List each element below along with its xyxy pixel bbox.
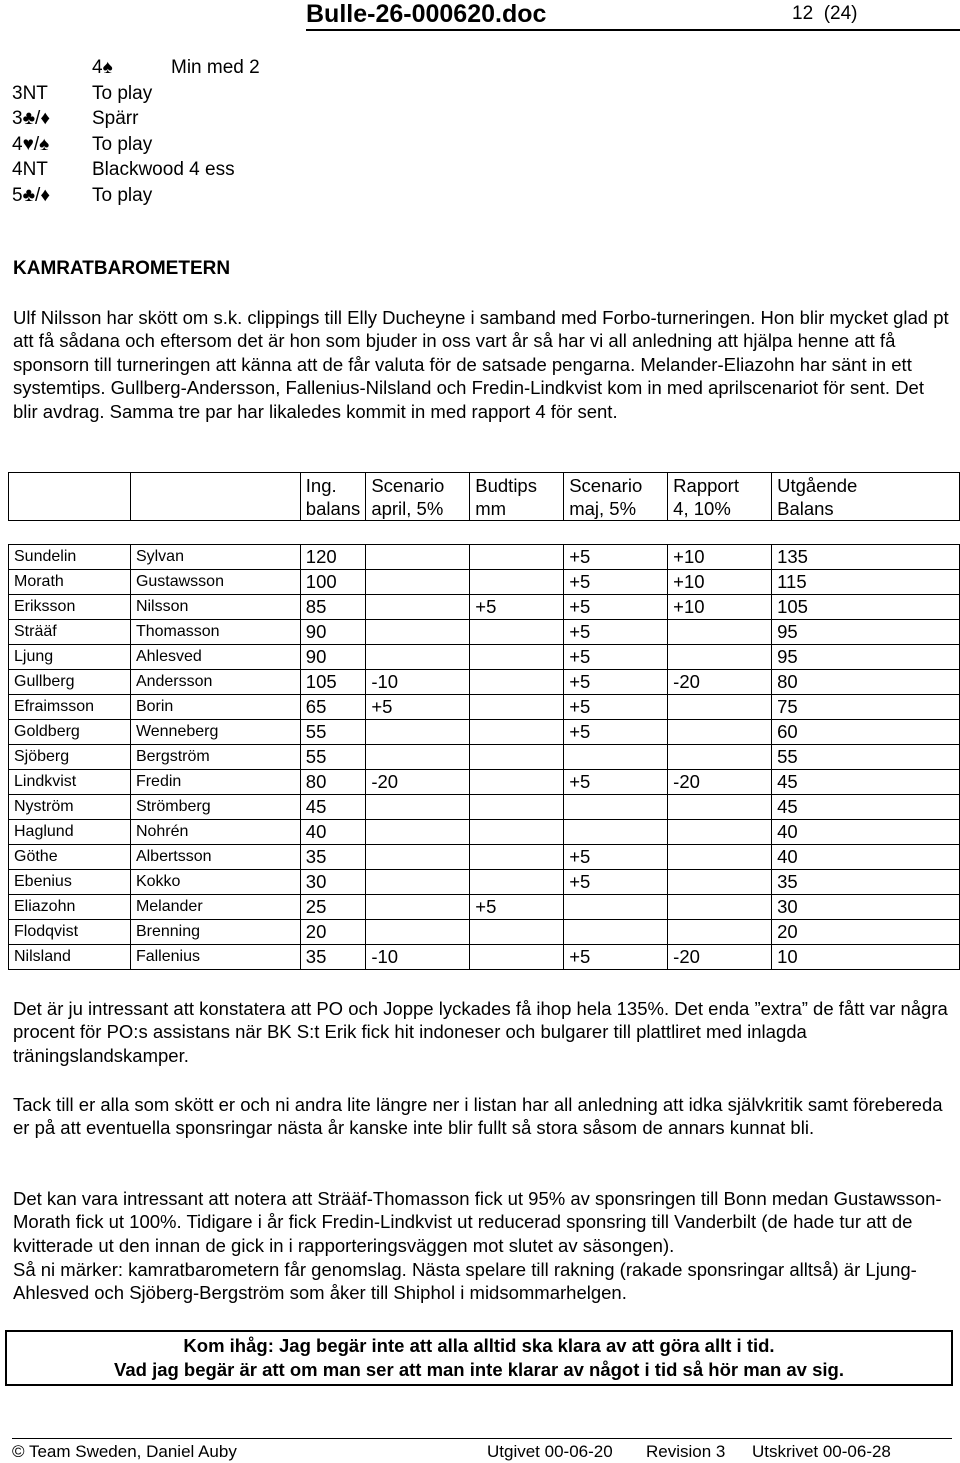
table-row: [9, 720, 960, 745]
score-cell: [470, 695, 564, 720]
player-name-cell: Sylvan: [130, 545, 300, 570]
bid-meaning: Blackwood 4 ess: [92, 159, 235, 180]
score-cell: +5: [564, 770, 668, 795]
footer-copyright: © Team Sweden, Daniel Auby: [12, 1442, 237, 1461]
score-cell: [564, 820, 668, 845]
score-cell: [668, 720, 772, 745]
score-cell: 85: [300, 595, 366, 620]
score-cell: 40: [300, 820, 366, 845]
table-row: [9, 945, 960, 970]
table-row: [9, 795, 960, 820]
table-header-row: [9, 473, 960, 521]
score-cell: +5: [564, 845, 668, 870]
table-row: [9, 620, 960, 645]
page-number: [792, 3, 858, 25]
score-cell: [366, 570, 470, 595]
player-name-cell: Ahlesved: [130, 645, 300, 670]
score-cell: [668, 920, 772, 945]
score-cell: 75: [772, 695, 960, 720]
table-spacer: [9, 521, 960, 545]
score-cell: +5: [470, 895, 564, 920]
header-cell-empty: [9, 473, 131, 521]
paragraph-1: Det är ju intressant att konstatera att PO och Joppe lyckades få ihop hela 135%. Det enda ”extra” de fått var några procent för PO:s assistans när BK S:t Erik fick hit indoneser och bulgarer till plattliret med inlagda träningslandskamper.: [13, 998, 948, 1066]
score-cell: [366, 595, 470, 620]
score-cell: 25: [300, 895, 366, 920]
player-name-cell: Kokko: [130, 870, 300, 895]
player-name-cell: Efraimsson: [9, 695, 131, 720]
document-title: Bulle-26-000620.doc: [306, 0, 547, 28]
score-cell: [564, 745, 668, 770]
section-title: KAMRATBAROMETERN: [13, 258, 231, 279]
header-cell-empty: [130, 473, 300, 521]
score-cell: [366, 870, 470, 895]
score-cell: 20: [772, 920, 960, 945]
player-name-cell: Gullberg: [9, 670, 131, 695]
score-cell: [668, 845, 772, 870]
score-cell: [668, 895, 772, 920]
score-cell: 40: [772, 845, 960, 870]
bid: 4♥/♠: [12, 133, 50, 155]
spacer-cell: [470, 521, 564, 545]
player-name-cell: Thomasson: [130, 620, 300, 645]
score-cell: [470, 720, 564, 745]
paragraph-4: Så ni märker: kamratbarometern får genomslag. Nästa spelare till rakning (rakade sponsringar alltså) är Ljung-Ahlesved och Sjöberg-Bergström som åker till Shiphol i midsommarhelgen.: [13, 1259, 917, 1304]
spacer-cell: [564, 521, 668, 545]
player-name-cell: Borin: [130, 695, 300, 720]
table-row: [9, 745, 960, 770]
score-cell: [470, 570, 564, 595]
reminder-line-2: Vad jag begär är att om man ser att man inte klarar av något i tid så hör man av sig.: [114, 1359, 844, 1380]
score-cell: [366, 920, 470, 945]
barometer-table: [8, 472, 960, 970]
score-cell: +5: [564, 695, 668, 720]
column-header: Rapport 4, 10%: [668, 473, 772, 521]
score-cell: [366, 845, 470, 870]
table-row: [9, 695, 960, 720]
score-cell: [668, 645, 772, 670]
table-row: [9, 845, 960, 870]
paragraph-2: Tack till er alla som skött er och ni andra lite längre ner i listan har all anledning att idka självkritik samt förebereda er på att eventuella sponsringar nästa år kanske inte blir fullt så stora såsom de annars kunnat bli.: [13, 1094, 943, 1139]
spacer-cell: [300, 521, 366, 545]
score-cell: [366, 645, 470, 670]
score-cell: [366, 720, 470, 745]
column-header: Scenario maj, 5%: [564, 473, 668, 521]
player-name-cell: Goldberg: [9, 720, 131, 745]
footer-issued: Utgivet 00-06-20: [487, 1442, 613, 1461]
score-cell: 90: [300, 645, 366, 670]
score-cell: [564, 895, 668, 920]
player-name-cell: Strääf: [9, 620, 131, 645]
player-name-cell: Fallenius: [130, 945, 300, 970]
page-total: (24): [823, 3, 858, 24]
table-row: [9, 570, 960, 595]
score-cell: -20: [668, 670, 772, 695]
score-cell: [668, 695, 772, 720]
score-cell: 35: [300, 945, 366, 970]
score-cell: 65: [300, 695, 366, 720]
score-cell: 10: [772, 945, 960, 970]
score-cell: +5: [564, 620, 668, 645]
table-row: [9, 770, 960, 795]
reminder-box: [5, 1330, 953, 1386]
score-cell: +5: [564, 720, 668, 745]
score-cell: 30: [772, 895, 960, 920]
header-rule: [306, 29, 960, 31]
bid-note: Min med 2: [171, 57, 260, 78]
score-cell: [564, 920, 668, 945]
score-cell: +5: [564, 645, 668, 670]
player-name-cell: Bergström: [130, 745, 300, 770]
score-cell: +5: [564, 945, 668, 970]
bid-meaning: Spärr: [92, 108, 139, 129]
score-cell: [470, 845, 564, 870]
score-cell: [564, 795, 668, 820]
table-row: [9, 670, 960, 695]
bid-meaning: To play: [92, 133, 153, 155]
table-row: [9, 645, 960, 670]
player-name-cell: Melander: [130, 895, 300, 920]
score-cell: -20: [668, 945, 772, 970]
player-name-cell: Eliazohn: [9, 895, 131, 920]
player-name-cell: Göthe: [9, 845, 131, 870]
score-cell: 135: [772, 545, 960, 570]
score-cell: [470, 620, 564, 645]
page-current: 12: [792, 3, 814, 24]
score-cell: [366, 820, 470, 845]
score-cell: 55: [300, 720, 366, 745]
score-cell: 60: [772, 720, 960, 745]
bid: 4NT: [12, 159, 48, 180]
player-name-cell: Andersson: [130, 670, 300, 695]
score-cell: 115: [772, 570, 960, 595]
score-cell: 90: [300, 620, 366, 645]
player-name-cell: Sjöberg: [9, 745, 131, 770]
table-row: [9, 870, 960, 895]
score-cell: [470, 545, 564, 570]
score-cell: 55: [300, 745, 366, 770]
player-name-cell: Nohrén: [130, 820, 300, 845]
player-name-cell: Gustawsson: [130, 570, 300, 595]
score-cell: [470, 870, 564, 895]
score-cell: [470, 745, 564, 770]
score-cell: 45: [772, 795, 960, 820]
score-cell: +10: [668, 570, 772, 595]
player-name-cell: Haglund: [9, 820, 131, 845]
table-row: [9, 595, 960, 620]
score-cell: +5: [564, 870, 668, 895]
page-header: [0, 0, 960, 30]
score-cell: 45: [772, 770, 960, 795]
score-cell: 100: [300, 570, 366, 595]
score-cell: 45: [300, 795, 366, 820]
player-name-cell: Sundelin: [9, 545, 131, 570]
player-name-cell: Flodqvist: [9, 920, 131, 945]
score-cell: [470, 770, 564, 795]
score-cell: -20: [366, 770, 470, 795]
player-name-cell: Nilsson: [130, 595, 300, 620]
score-cell: [470, 820, 564, 845]
score-cell: 55: [772, 745, 960, 770]
footer-rule: [12, 1438, 952, 1439]
table-row: [9, 920, 960, 945]
score-cell: [366, 620, 470, 645]
score-cell: [366, 745, 470, 770]
bid: 3NT: [12, 82, 48, 104]
score-cell: 105: [300, 670, 366, 695]
player-name-cell: Nilsland: [9, 945, 131, 970]
score-cell: 35: [300, 845, 366, 870]
bid: 5♣/♦: [12, 184, 51, 206]
intro-paragraph: Ulf Nilsson har skött om s.k. clippings till Elly Ducheyne i samband med Forbo-turneringen. Hon blir mycket glad pt att få sådana och eftersom det är hon som bjuder in oss vart år så har vi all anledning att hjälpa henne att få sponsorn till turneringen att känna att de får valuta för de satsade pengarna. Melander-Eliazohn har sänt in ett systemtips. Gullberg-Andersson, Fallenius-Nilsland och Fredin-Lindkvist kom in med aprilscenariot för sent. Det blir avdrag. Samma tre par har likaledes kommit in med rapport 4 för sent.: [13, 307, 949, 422]
column-header: Budtips mm: [470, 473, 564, 521]
score-cell: +5: [564, 545, 668, 570]
score-cell: [668, 820, 772, 845]
footer-printed: Utskrivet 00-06-28: [752, 1442, 891, 1461]
score-cell: 20: [300, 920, 366, 945]
table-row: [9, 820, 960, 845]
score-cell: +5: [470, 595, 564, 620]
player-name-cell: Albertsson: [130, 845, 300, 870]
score-cell: [668, 745, 772, 770]
player-name-cell: Fredin: [130, 770, 300, 795]
spacer-cell: [668, 521, 772, 545]
bid-meaning: 4♠: [92, 57, 113, 78]
score-cell: [668, 870, 772, 895]
score-cell: 40: [772, 820, 960, 845]
column-header: Scenario april, 5%: [366, 473, 470, 521]
score-cell: 120: [300, 545, 366, 570]
score-cell: 35: [772, 870, 960, 895]
score-cell: -20: [668, 770, 772, 795]
bid-meaning: To play: [92, 184, 153, 206]
score-cell: [470, 945, 564, 970]
player-name-cell: Ljung: [9, 645, 131, 670]
score-cell: +5: [564, 670, 668, 695]
score-cell: [366, 795, 470, 820]
bid: 3♣/♦: [12, 108, 51, 129]
score-cell: 80: [300, 770, 366, 795]
score-cell: [470, 670, 564, 695]
bid-meaning: To play: [92, 82, 153, 104]
score-cell: [470, 920, 564, 945]
score-cell: [668, 795, 772, 820]
spacer-cell: [9, 521, 131, 545]
score-cell: +5: [564, 595, 668, 620]
player-name-cell: Eriksson: [9, 595, 131, 620]
spacer-cell: [772, 521, 960, 545]
score-cell: 95: [772, 645, 960, 670]
table-row: [9, 895, 960, 920]
score-cell: +5: [366, 695, 470, 720]
score-cell: [668, 620, 772, 645]
score-cell: 105: [772, 595, 960, 620]
spacer-cell: [366, 521, 470, 545]
player-name-cell: Lindkvist: [9, 770, 131, 795]
score-cell: 30: [300, 870, 366, 895]
score-cell: 95: [772, 620, 960, 645]
score-cell: [470, 645, 564, 670]
score-cell: -10: [366, 670, 470, 695]
table-row: [9, 545, 960, 570]
column-header: Utgående Balans: [772, 473, 960, 521]
score-cell: [366, 545, 470, 570]
score-cell: -10: [366, 945, 470, 970]
score-cell: +10: [668, 595, 772, 620]
score-cell: [470, 795, 564, 820]
column-header: Ing. balans: [300, 473, 366, 521]
score-cell: +5: [564, 570, 668, 595]
score-cell: [366, 895, 470, 920]
score-cell: 80: [772, 670, 960, 695]
player-name-cell: Strömberg: [130, 795, 300, 820]
player-name-cell: Morath: [9, 570, 131, 595]
footer-revision: Revision 3: [646, 1442, 726, 1461]
player-name-cell: Nyström: [9, 795, 131, 820]
paragraph-3: Det kan vara intressant att notera att Strääf-Thomasson fick ut 95% av sponsringen till Bonn medan Gustawsson-Morath fick ut 100%. Tidigare i år fick Fredin-Lindkvist ut reducerad sponsring till Vanderbilt (de hade tur att de kvitterade ut den innan de gick in i rapporteringsväggen mot slutet av säsongen).: [13, 1188, 942, 1256]
score-cell: +10: [668, 545, 772, 570]
player-name-cell: Wenneberg: [130, 720, 300, 745]
reminder-line-1: Kom ihåg: Jag begär inte att alla alltid ska klara av att göra allt i tid.: [183, 1335, 775, 1356]
player-name-cell: Ebenius: [9, 870, 131, 895]
player-name-cell: Brenning: [130, 920, 300, 945]
spacer-cell: [130, 521, 300, 545]
